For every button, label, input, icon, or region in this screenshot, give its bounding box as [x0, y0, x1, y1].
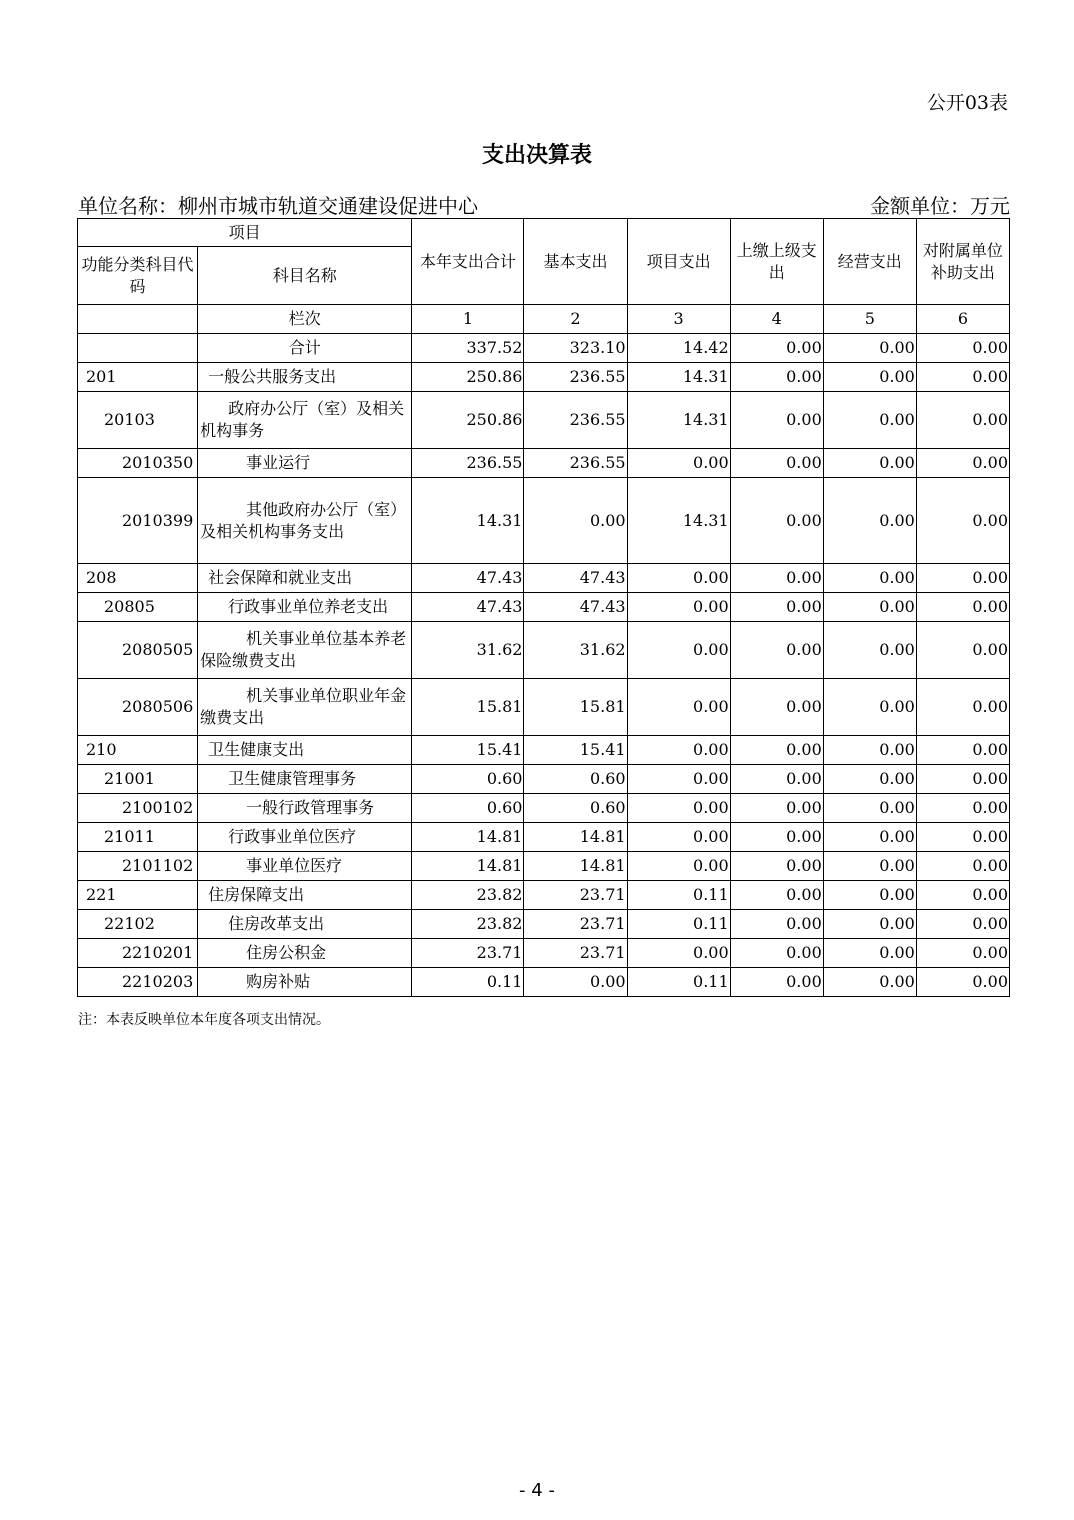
row-name: 卫生健康支出	[198, 736, 412, 765]
row-value: 236.55	[412, 449, 524, 478]
row-value: 250.86	[412, 392, 524, 449]
row-value: 0.00	[823, 334, 916, 363]
page-number: - 4 -	[519, 1480, 555, 1501]
row-value: 0.00	[524, 478, 627, 564]
row-value: 0.00	[730, 765, 823, 794]
column-index-num: 4	[730, 305, 823, 334]
row-value: 0.00	[627, 852, 730, 881]
row-value: 0.00	[730, 478, 823, 564]
table-row	[78, 939, 1010, 968]
row-value: 0.00	[627, 449, 730, 478]
row-name: 社会保障和就业支出	[198, 564, 412, 593]
row-value: 0.00	[916, 334, 1009, 363]
row-code: 221	[78, 881, 198, 910]
row-value: 47.43	[412, 593, 524, 622]
row-value: 0.00	[823, 564, 916, 593]
table-row	[78, 765, 1010, 794]
row-value: 47.43	[524, 593, 627, 622]
row-code: 20805	[78, 593, 198, 622]
row-value: 23.71	[524, 881, 627, 910]
row-value: 0.00	[823, 823, 916, 852]
row-value: 236.55	[524, 392, 627, 449]
row-value: 0.00	[823, 881, 916, 910]
row-value: 0.00	[524, 968, 627, 997]
row-value: 0.00	[730, 622, 823, 679]
row-value: 0.00	[916, 622, 1009, 679]
row-value: 0.00	[823, 736, 916, 765]
column-index-label: 栏次	[198, 305, 412, 334]
row-value: 0.00	[916, 881, 1009, 910]
row-value: 0.00	[730, 910, 823, 939]
row-value: 0.11	[627, 910, 730, 939]
row-value: 0.60	[412, 794, 524, 823]
column-index-blank	[78, 305, 198, 334]
row-value: 0.00	[916, 449, 1009, 478]
row-value: 0.00	[823, 679, 916, 736]
table-row	[78, 449, 1010, 478]
column-index-row	[78, 305, 1010, 334]
row-value: 0.00	[627, 765, 730, 794]
header-basic: 基本支出	[524, 219, 627, 305]
row-value: 14.42	[627, 334, 730, 363]
table-row	[78, 622, 1010, 679]
column-index-num: 1	[412, 305, 524, 334]
row-name: 卫生健康管理事务	[198, 765, 412, 794]
row-value: 0.00	[916, 478, 1009, 564]
row-value: 0.00	[916, 794, 1009, 823]
row-name: 行政事业单位医疗	[198, 823, 412, 852]
row-value: 23.71	[412, 939, 524, 968]
row-code: 21011	[78, 823, 198, 852]
row-value: 14.81	[524, 823, 627, 852]
row-value: 337.52	[412, 334, 524, 363]
row-value: 0.00	[730, 794, 823, 823]
header-subsidy: 对附属单位补助支出	[916, 219, 1009, 305]
row-code: 2210201	[78, 939, 198, 968]
row-code: 2010399	[78, 478, 198, 564]
row-value: 323.10	[524, 334, 627, 363]
row-value: 0.00	[916, 392, 1009, 449]
table-row	[78, 334, 1010, 363]
row-value: 0.00	[823, 765, 916, 794]
row-value: 47.43	[524, 564, 627, 593]
row-value: 14.81	[412, 823, 524, 852]
table-row	[78, 910, 1010, 939]
row-value: 0.00	[730, 939, 823, 968]
table-row	[78, 679, 1010, 736]
row-code: 2080506	[78, 679, 198, 736]
header-item: 项目	[78, 219, 412, 247]
row-code: 2101102	[78, 852, 198, 881]
table-row	[78, 478, 1010, 564]
row-name: 合计	[198, 334, 412, 363]
row-value: 0.00	[823, 622, 916, 679]
column-index-num: 3	[627, 305, 730, 334]
row-value: 0.60	[524, 765, 627, 794]
row-value: 0.00	[627, 794, 730, 823]
table-row	[78, 794, 1010, 823]
row-value: 236.55	[524, 363, 627, 392]
column-index-num: 2	[524, 305, 627, 334]
table-row	[78, 392, 1010, 449]
row-code: 21001	[78, 765, 198, 794]
row-value: 31.62	[412, 622, 524, 679]
row-value: 0.00	[823, 794, 916, 823]
row-value: 0.00	[730, 679, 823, 736]
row-value: 14.31	[412, 478, 524, 564]
row-value: 15.81	[412, 679, 524, 736]
row-value: 0.00	[823, 593, 916, 622]
row-value: 0.00	[823, 852, 916, 881]
row-value: 47.43	[412, 564, 524, 593]
row-value: 0.00	[823, 449, 916, 478]
row-value: 0.00	[916, 765, 1009, 794]
row-value: 0.00	[627, 939, 730, 968]
row-value: 23.71	[524, 939, 627, 968]
row-value: 23.82	[412, 910, 524, 939]
table-row	[78, 968, 1010, 997]
row-value: 0.00	[916, 593, 1009, 622]
row-value: 15.81	[524, 679, 627, 736]
row-code: 20103	[78, 392, 198, 449]
row-value: 0.60	[524, 794, 627, 823]
row-name: 其他政府办公厅（室）及相关机构事务支出	[198, 478, 412, 564]
row-value: 0.00	[823, 392, 916, 449]
row-value: 0.00	[730, 363, 823, 392]
row-value: 14.81	[412, 852, 524, 881]
row-name: 事业单位医疗	[198, 852, 412, 881]
row-code: 2010350	[78, 449, 198, 478]
row-value: 14.31	[627, 478, 730, 564]
form-number: 公开03表	[926, 92, 1008, 114]
row-value: 0.00	[730, 736, 823, 765]
row-value: 0.00	[823, 939, 916, 968]
row-value: 0.00	[730, 593, 823, 622]
row-value: 250.86	[412, 363, 524, 392]
row-value: 0.00	[916, 564, 1009, 593]
row-value: 0.00	[627, 823, 730, 852]
table-row	[78, 736, 1010, 765]
header-total: 本年支出合计	[412, 219, 524, 305]
row-value: 0.00	[823, 478, 916, 564]
row-name: 购房补贴	[198, 968, 412, 997]
row-value: 0.11	[627, 881, 730, 910]
amount-unit: 金额单位：万元	[870, 194, 1010, 218]
row-name: 行政事业单位养老支出	[198, 593, 412, 622]
table-row	[78, 852, 1010, 881]
page-title: 支出决算表	[481, 142, 592, 168]
row-value: 0.11	[412, 968, 524, 997]
row-name: 住房改革支出	[198, 910, 412, 939]
row-value: 0.00	[730, 881, 823, 910]
row-value: 0.00	[730, 449, 823, 478]
row-value: 0.00	[730, 968, 823, 997]
row-name: 政府办公厅（室）及相关机构事务	[198, 392, 412, 449]
row-value: 0.00	[730, 334, 823, 363]
row-value: 0.00	[916, 823, 1009, 852]
expenditure-table	[77, 218, 1010, 997]
row-value: 0.00	[730, 392, 823, 449]
row-value: 0.00	[823, 363, 916, 392]
header-upper: 上缴上级支出	[730, 219, 823, 305]
row-value: 0.00	[916, 852, 1009, 881]
row-value: 0.00	[916, 363, 1009, 392]
row-value: 0.00	[627, 622, 730, 679]
row-value: 0.00	[730, 564, 823, 593]
header-code: 功能分类科目代码	[78, 247, 198, 305]
header-name: 科目名称	[198, 247, 412, 305]
row-value: 0.00	[823, 968, 916, 997]
row-value: 0.00	[730, 852, 823, 881]
row-value: 14.31	[627, 392, 730, 449]
row-value: 0.00	[916, 968, 1009, 997]
row-value: 0.00	[627, 564, 730, 593]
row-code: 22102	[78, 910, 198, 939]
row-value: 0.11	[627, 968, 730, 997]
table-row	[78, 881, 1010, 910]
row-value: 0.60	[412, 765, 524, 794]
row-code: 2100102	[78, 794, 198, 823]
row-code: 2080505	[78, 622, 198, 679]
row-code: 2210203	[78, 968, 198, 997]
row-value: 0.00	[916, 910, 1009, 939]
table-row	[78, 363, 1010, 392]
row-value: 0.00	[823, 910, 916, 939]
row-name: 事业运行	[198, 449, 412, 478]
row-value: 0.00	[627, 593, 730, 622]
table-row	[78, 564, 1010, 593]
row-name: 机关事业单位职业年金缴费支出	[198, 679, 412, 736]
row-value: 0.00	[627, 679, 730, 736]
row-value: 0.00	[916, 679, 1009, 736]
row-name: 一般行政管理事务	[198, 794, 412, 823]
row-value: 15.41	[412, 736, 524, 765]
row-name: 住房公积金	[198, 939, 412, 968]
header-project: 项目支出	[627, 219, 730, 305]
row-value: 14.31	[627, 363, 730, 392]
row-name: 一般公共服务支出	[198, 363, 412, 392]
row-code: 210	[78, 736, 198, 765]
row-value: 236.55	[524, 449, 627, 478]
row-name: 机关事业单位基本养老保险缴费支出	[198, 622, 412, 679]
unit-name: 单位名称：柳州市城市轨道交通建设促进中心	[78, 194, 478, 218]
row-value: 0.00	[627, 736, 730, 765]
column-index-num: 6	[916, 305, 1009, 334]
row-value: 14.81	[524, 852, 627, 881]
row-value: 0.00	[916, 736, 1009, 765]
header-business: 经营支出	[823, 219, 916, 305]
column-index-num: 5	[823, 305, 916, 334]
row-value: 31.62	[524, 622, 627, 679]
table-row	[78, 593, 1010, 622]
row-code: 208	[78, 564, 198, 593]
row-value: 15.41	[524, 736, 627, 765]
row-name: 住房保障支出	[198, 881, 412, 910]
row-value: 23.82	[412, 881, 524, 910]
row-value: 0.00	[730, 823, 823, 852]
row-code	[78, 334, 198, 363]
row-value: 23.71	[524, 910, 627, 939]
table-row	[78, 823, 1010, 852]
row-code: 201	[78, 363, 198, 392]
table-note: 注：本表反映单位本年度各项支出情况。	[78, 1012, 330, 1028]
row-value: 0.00	[916, 939, 1009, 968]
